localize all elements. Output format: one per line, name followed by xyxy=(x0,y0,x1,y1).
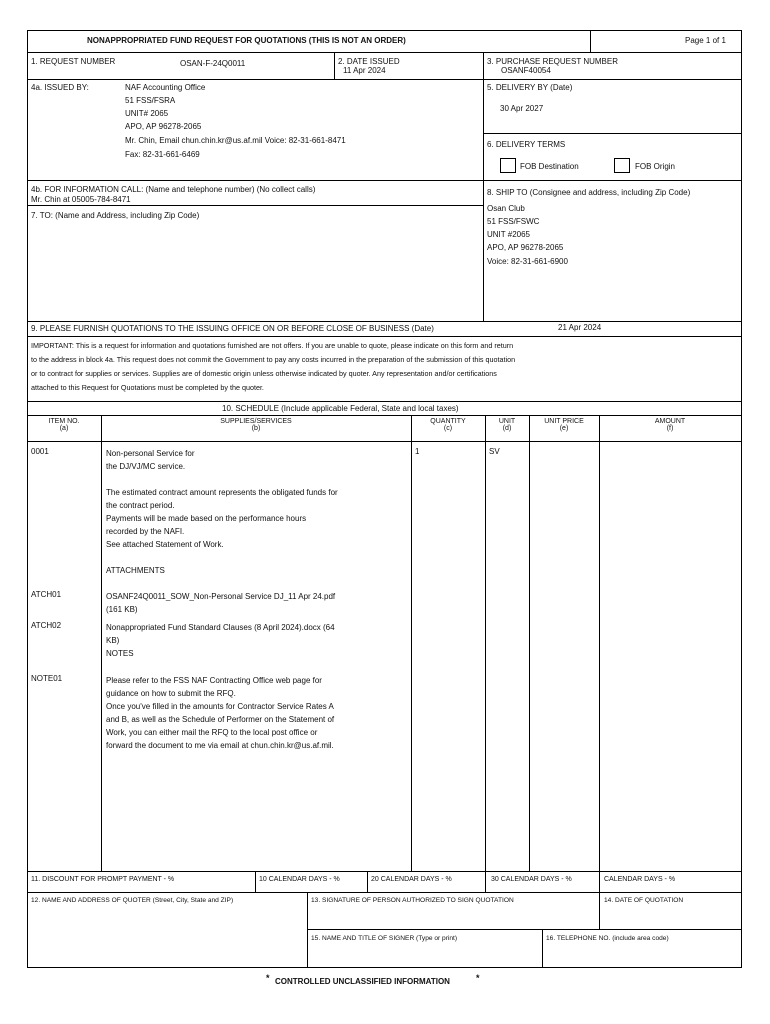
row-description: OSANF24Q0011_SOW_Non-Personal Service DJ_11 Apr 24.pdf (161 KB) xyxy=(106,592,336,614)
row-item-no: ATCH01 xyxy=(31,590,62,599)
info-call-label: 4b. FOR INFORMATION CALL: (Name and telephone number) (No collect calls) xyxy=(31,185,316,194)
ship-to-line: Osan Club xyxy=(487,204,525,213)
important-line: IMPORTANT: This is a request for information and quotations furnished are not offers. If you are unable to quote, please indicate on this form and return xyxy=(31,341,514,350)
discount-20-days: 20 CALENDAR DAYS - % xyxy=(371,876,452,883)
form-title: NONAPPROPRIATED FUND REQUEST FOR QUOTATIONS (THIS IS NOT AN ORDER) xyxy=(87,36,406,45)
to-address-label: 7. TO: (Name and Address, including Zip Code) xyxy=(31,211,200,220)
col-name: UNIT xyxy=(498,418,516,425)
delivery-terms-label: 6. DELIVERY TERMS xyxy=(487,140,566,149)
issued-by-line: APO, AP 96278-2065 xyxy=(125,122,202,131)
ship-to-label: 8. SHIP TO (Consignee and address, including Zip Code) xyxy=(487,188,691,197)
ship-to-line: APO, AP 96278-2065 xyxy=(487,243,564,252)
issued-by-line: NAF Accounting Office xyxy=(125,83,206,92)
fob-origin-checkbox[interactable] xyxy=(614,158,630,173)
row-unit: SV xyxy=(489,447,500,456)
important-line: attached to this Request for Quotations must be completed by the quoter. xyxy=(31,383,264,392)
col-sub: (a) xyxy=(59,425,69,432)
delivery-by-value: 30 Apr 2027 xyxy=(500,104,544,113)
quoter-name-address-label: 12. NAME AND ADDRESS OF QUOTER (Street, City, State and ZIP) xyxy=(31,897,234,904)
request-number-label: 1. REQUEST NUMBER xyxy=(31,57,116,66)
quotation-date-field[interactable] xyxy=(600,908,740,928)
row-item-no: ATCH02 xyxy=(31,621,62,630)
fob-destination-checkbox[interactable] xyxy=(500,158,516,173)
ship-to-line: Voice: 82-31-661-6900 xyxy=(487,257,568,266)
col-unit-price-header xyxy=(529,418,599,432)
signature-label: 13. SIGNATURE OF PERSON AUTHORIZED TO SIGN QUOTATION xyxy=(311,897,514,904)
fob-destination-label: FOB Destination xyxy=(520,162,579,171)
date-issued-value: 11 Apr 2024 xyxy=(343,66,386,75)
col-name: UNIT PRICE xyxy=(544,418,584,425)
request-number-value: OSAN-F-24Q0011 xyxy=(180,59,246,68)
row-description: Non-personal Service for the DJ/VJ/MC service. The estimated contract amount represents the obligated funds for the contract period. Payments will be made based on the performance hours recorded by the NAFI. See attached Statement of Work. ATTACHMENTS xyxy=(106,449,338,575)
col-sub: (d) xyxy=(502,425,512,432)
issued-by-line: Fax: 82-31-661-6469 xyxy=(125,150,200,159)
row-description: Please refer to the FSS NAF Contracting Office web page for guidance on how to submit the RFQ. Once you've filled in the amounts for Contractor Service Rates A and B, as well as the Schedule of Performer on the Statement of Work, you can either mail the RFQ to the local post office or forward the document to me via email at chun.chin.kr@us.af.mil. xyxy=(106,676,335,750)
issued-by-line: Mr. Chin, Email chun.chin.kr@us.af.mil Voice: 82-31-661-8471 xyxy=(125,136,346,145)
issued-by-label: 4a. ISSUED BY: xyxy=(31,83,89,92)
col-sub: (b) xyxy=(251,425,261,432)
col-sub: (e) xyxy=(559,425,569,432)
col-sub: (f) xyxy=(666,425,674,432)
issued-by-line: 51 FSS/FSRA xyxy=(125,96,176,105)
footer-star-left: * xyxy=(266,973,270,983)
cui-footer: CONTROLLED UNCLASSIFIED INFORMATION xyxy=(275,977,450,986)
issued-by-line: UNIT# 2065 xyxy=(125,109,169,118)
signature-field[interactable] xyxy=(308,908,598,928)
row-quantity: 1 xyxy=(415,447,420,456)
important-line: to the address in block 4a. This request does not commit the Government to pay any costs incurred in the preparation of the submission of this quotation xyxy=(31,355,516,364)
col-name: SUPPLIES/SERVICES xyxy=(220,418,292,425)
quotation-date-label: 14. DATE OF QUOTATION xyxy=(604,897,684,904)
quoter-name-address-field[interactable] xyxy=(28,908,306,967)
fob-origin-label: FOB Origin xyxy=(635,162,676,171)
info-call-value: Mr. Chin at 05005-784-8471 xyxy=(31,195,131,204)
ship-to-line: UNIT #2065 xyxy=(487,230,530,239)
row-description: Nonappropriated Fund Standard Clauses (8 April 2024).docx (64 KB) NOTES xyxy=(106,623,335,658)
schedule-title: 10. SCHEDULE (Include applicable Federal, State and local taxes) xyxy=(222,404,459,413)
telephone-label: 16. TELEPHONE NO. (include area code) xyxy=(546,935,669,942)
purchase-request-value: OSANF40054 xyxy=(501,66,551,75)
page-number: Page 1 of 1 xyxy=(685,36,726,45)
signer-name-title-field[interactable] xyxy=(308,946,541,967)
discount-calendar-days: CALENDAR DAYS - % xyxy=(604,876,676,883)
discount-30-days: 30 CALENDAR DAYS - % xyxy=(491,876,572,883)
quote-due-label: 9. PLEASE FURNISH QUOTATIONS TO THE ISSUING OFFICE ON OR BEFORE CLOSE OF BUSINESS (Date) xyxy=(31,324,434,333)
col-item-header xyxy=(27,418,101,432)
telephone-field[interactable] xyxy=(543,946,740,967)
col-quantity-header xyxy=(411,418,485,432)
col-amount-header xyxy=(599,418,741,432)
purchase-request-label: 3. PURCHASE REQUEST NUMBER xyxy=(487,57,618,66)
ship-to-line: 51 FSS/FSWC xyxy=(487,217,540,226)
col-unit-header xyxy=(485,418,529,432)
discount-10-days: 10 CALENDAR DAYS - % xyxy=(259,876,340,883)
footer-star-right: * xyxy=(476,973,480,983)
row-item-no: 0001 xyxy=(31,447,49,456)
row-item-no: NOTE01 xyxy=(31,674,63,683)
signer-name-title-label: 15. NAME AND TITLE OF SIGNER (Type or print) xyxy=(311,935,458,942)
col-name: ITEM NO. xyxy=(48,418,80,425)
col-sub: (c) xyxy=(443,425,453,432)
delivery-by-label: 5. DELIVERY BY (Date) xyxy=(487,83,573,92)
discount-label: 11. DISCOUNT FOR PROMPT PAYMENT - % xyxy=(31,876,175,883)
col-name: QUANTITY xyxy=(430,418,466,425)
important-line: or to contract for supplies or services. Supplies are of domestic origin unless otherwise indicated by quoter. Any representation and/or certifications xyxy=(31,369,497,378)
quote-due-value: 21 Apr 2024 xyxy=(558,323,602,332)
col-supplies-header xyxy=(101,418,411,432)
date-issued-label: 2. DATE ISSUED xyxy=(338,57,400,66)
col-name: AMOUNT xyxy=(654,418,686,425)
